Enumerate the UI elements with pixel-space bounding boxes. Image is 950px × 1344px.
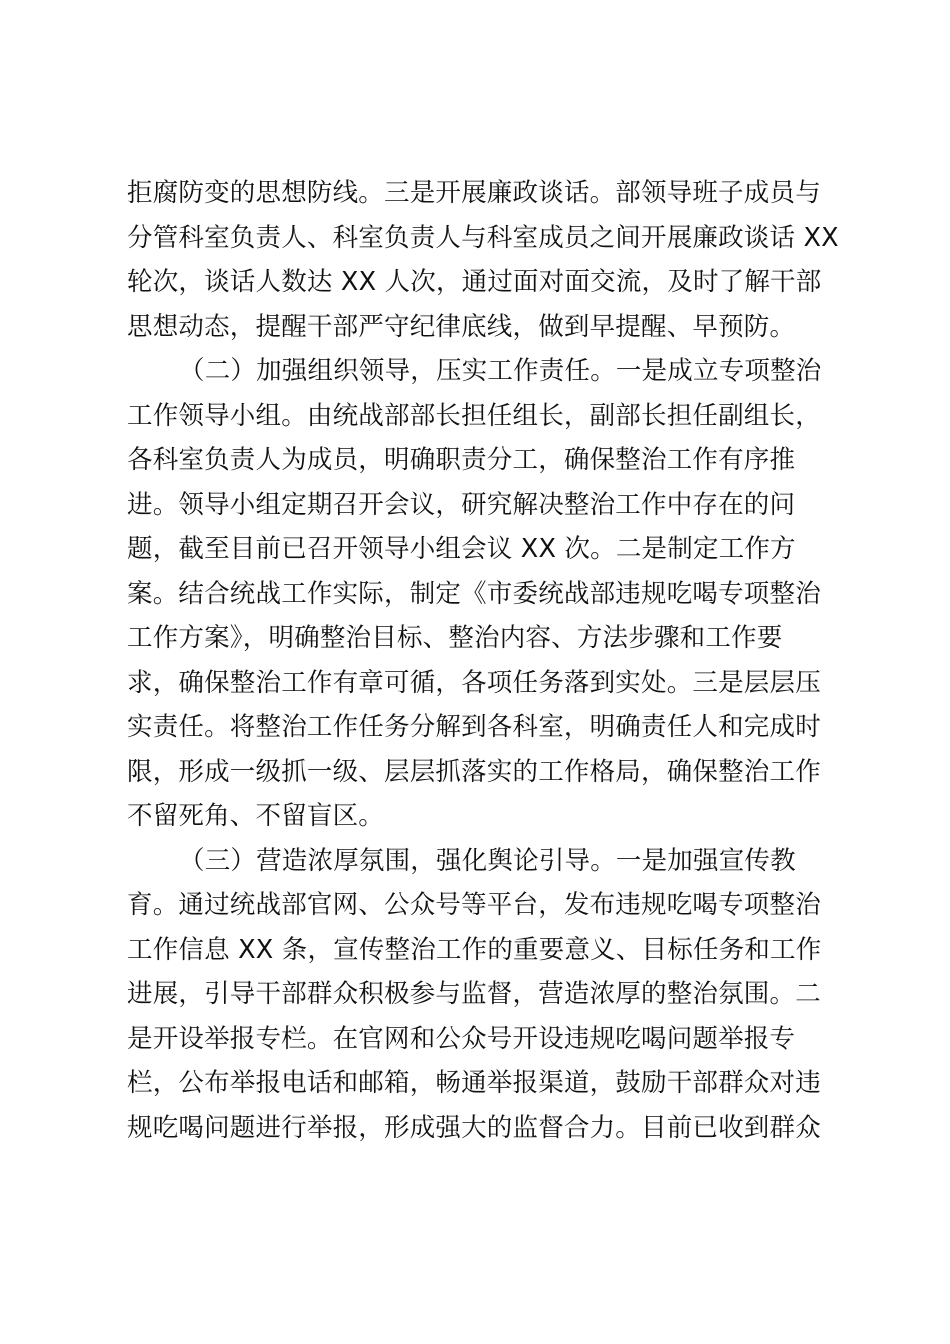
text-line: 限，形成一级抓一级、层层抓落实的工作格局，确保整治工作 bbox=[127, 756, 821, 787]
section-heading-line: （三）营造浓厚氛围，强化舆论引导。一是加强宣传教 bbox=[179, 845, 796, 876]
text-line: 工作信息 XX 条，宣传整治工作的重要意义、目标任务和工作 bbox=[127, 934, 822, 965]
text-line: 思想动态，提醒干部严守纪律底线，做到早提醒、早预防。 bbox=[127, 311, 796, 342]
section-heading-line: （二）加强组织领导，压实工作责任。一是成立专项整治 bbox=[179, 356, 822, 386]
text-line: 不留死角、不留盲区。 bbox=[127, 801, 385, 831]
text-line: 分管科室负责人、科室负责人与科室成员之间开展廉政谈话 XX bbox=[127, 222, 839, 253]
text-line: 栏，公布举报电话和邮箱，畅通举报渠道，鼓励干部群众对违 bbox=[127, 1068, 821, 1098]
text-line: 实责任。将整治工作任务分解到各科室，明确责任人和完成时 bbox=[127, 712, 821, 742]
text-line: 进。领导小组定期召开会议，研究解决整治工作中存在的问 bbox=[127, 489, 796, 520]
document-body bbox=[127, 171, 839, 1150]
text-line: 进展，引导干部群众积极参与监督，营造浓厚的整治氛围。二 bbox=[127, 979, 821, 1009]
text-line: 各科室负责人为成员，明确职责分工，确保整治工作有序推 bbox=[127, 445, 796, 475]
text-line: 拒腐防变的思想防线。三是开展廉政谈话。部领导班子成员与 bbox=[127, 178, 821, 208]
text-line: 育。通过统战部官网、公众号等平台，发布违规吃喝专项整治 bbox=[127, 890, 821, 920]
text-line: 题，截至目前已召开领导小组会议 XX 次。二是制定工作方 bbox=[127, 534, 796, 564]
text-line: 是开设举报专栏。在官网和公众号开设违规吃喝问题举报专 bbox=[127, 1023, 796, 1054]
text-line: 工作方案》，明确整治目标、整治内容、方法步骤和工作要 bbox=[127, 623, 783, 653]
text-line: 案。结合统战工作实际，制定《市委统战部违规吃喝专项整治 bbox=[127, 578, 821, 609]
text-line: 求，确保整治工作有章可循，各项任务落到实处。三是层层压 bbox=[127, 667, 821, 698]
text-line: 轮次，谈话人数达 XX 人次，通过面对面交流，及时了解干部 bbox=[127, 267, 822, 297]
text-line: 规吃喝问题进行举报，形成强大的监督合力。目前已收到群众 bbox=[127, 1112, 821, 1143]
text-line: 工作领导小组。由统战部部长担任组长，副部长担任副组长， bbox=[127, 400, 821, 431]
